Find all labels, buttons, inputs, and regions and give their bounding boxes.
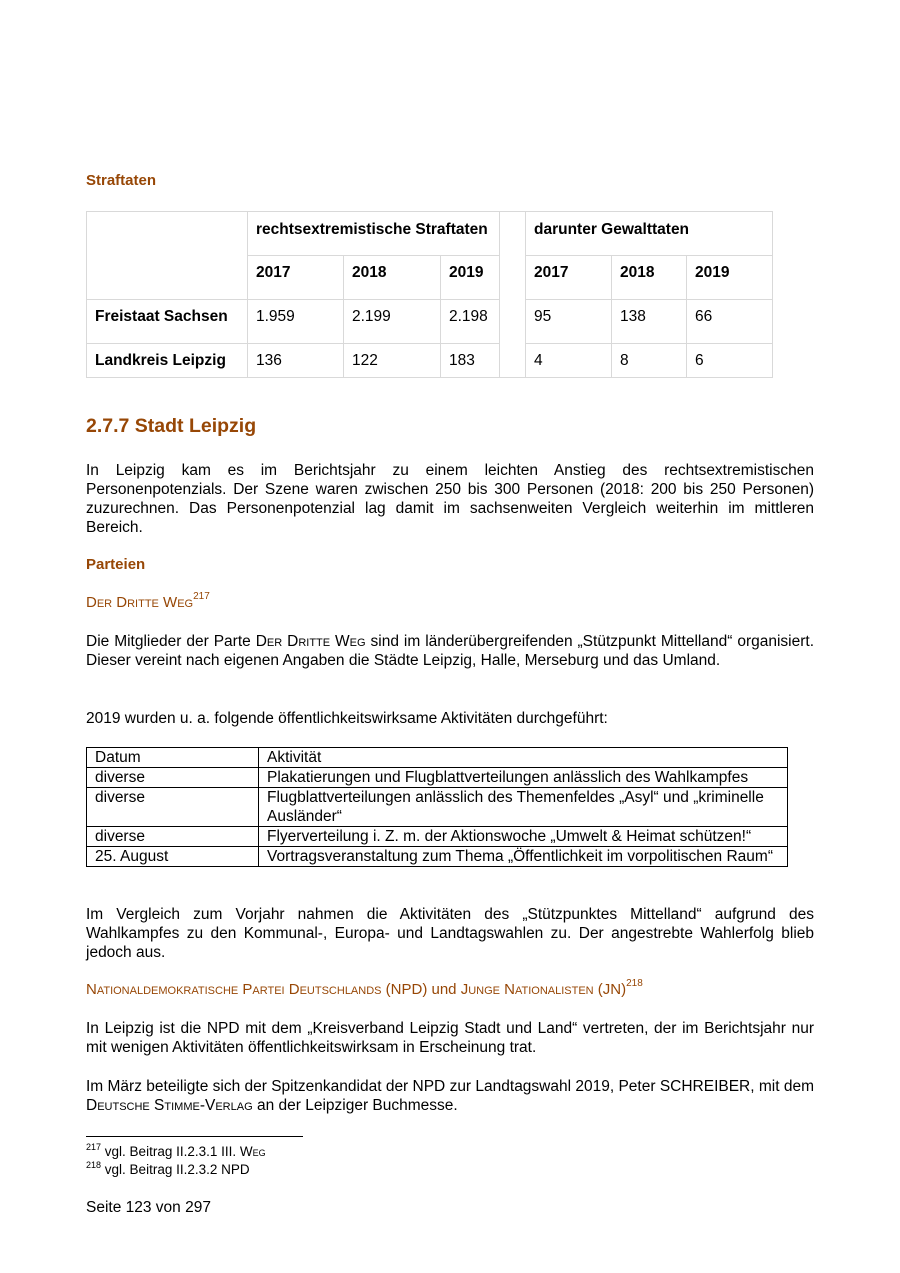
value-cell: 122 [344,344,441,378]
table-header-row [87,748,788,768]
year-cell: 2018 [344,256,441,300]
footnote-divider [86,1136,303,1137]
npd-paragraph-2: Im März beteiligte sich der Spitzenkandidat der NPD zur Landtagswahl 2019, Peter SCHREIBER, mit dem Deutsche Stimme-Verlag an der Leipziger Buchmesse. [86,1078,814,1114]
header-datum: Datum [87,748,259,768]
value-cell: 2.199 [344,300,441,344]
dritte-weg-paragraph-2: 2019 wurden u. a. folgende öffentlichkeitswirksame Aktivitäten durchgeführt: [86,710,608,727]
npd-heading: Nationaldemokratische Partei Deutschlands (NPD) und Junge Nationalisten (JN)$^{218}$ [86,978,643,998]
date-cell: 25. August [87,847,259,867]
activity-cell: Flyerverteilung i. Z. m. der Aktionswoche „Umwelt & Heimat schützen!“ [259,827,788,847]
footnote-ref: 217 [193,591,210,602]
date-cell: diverse [87,788,259,827]
crimes-table [86,211,773,378]
table-row [87,827,788,847]
activity-cell: Plakatierungen und Flugblattverteilungen anlässlich des Wahlkampfes [259,768,788,788]
year-cell: 2018 [612,256,687,300]
activities-table [86,747,788,867]
value-cell: 1.959 [248,300,344,344]
activity-cell: Vortragsveranstaltung zum Thema „Öffentlichkeit im vorpolitischen Raum“ [259,847,788,867]
year-cell: 2017 [248,256,344,300]
value-cell: 2.198 [441,300,500,344]
value-cell: 95 [526,300,612,344]
parties-heading: Parteien [86,556,146,573]
value-cell: 8 [612,344,687,378]
footnote-217: $^{217}$ vgl. Beitrag II.2.3.1 III. Weg [86,1142,266,1159]
activity-cell: Flugblattverteilungen anlässlich des Themenfeldes „Asyl“ und „kriminelle Ausländer“ [259,788,788,827]
dritte-weg-heading: Der Dritte Weg$^{217}$ [86,591,210,611]
footnote-ref: 218 [626,978,643,989]
year-cell: 2017 [526,256,612,300]
date-cell: diverse [87,768,259,788]
row-label: Landkreis Leipzig [87,344,248,378]
dritte-weg-paragraph-1: Die Mitglieder der Parte Der Dritte Weg sind im länderübergreifenden „Stützpunkt Mittelland“ organisiert. Dieser vereint nach eigenen Angaben die Städte Leipzig, Halle, Merseburg und das Umland. [86,633,814,669]
value-cell: 138 [612,300,687,344]
section-title: 2.7.7 Stadt Leipzig [86,415,257,437]
value-cell: 183 [441,344,500,378]
page-number: Seite 123 von 297 [86,1199,211,1216]
header-aktivitaet: Aktivität [259,748,788,768]
value-cell: 66 [687,300,773,344]
year-cell: 2019 [441,256,500,300]
table-row [87,847,788,867]
table-row [87,768,788,788]
crimes-heading: Straftaten [86,172,157,189]
intro-paragraph: In Leipzig kam es im Berichtsjahr zu einem leichten Anstieg des rechtsextremistischen Personenpotenzials. Der Szene waren zwischen 250 bis 300 Personen (2018: 200 bis 250 Personen) zuzurechnen. Das Personenpotenzial lag damit im sachsenweiten Vergleich weiterhin im mittleren Bereich. [86,462,814,536]
table-row [87,300,773,344]
value-cell: 6 [687,344,773,378]
npd-paragraph-1: In Leipzig ist die NPD mit dem „Kreisverband Leipzig Stadt und Land“ vertreten, der im Berichtsjahr nur mit wenigen Aktivitäten öffentlichkeitswirksam in Erscheinung trat. [86,1020,814,1056]
value-cell: 4 [526,344,612,378]
footnote-218: $^{218}$ vgl. Beitrag II.2.3.2 NPD [86,1160,250,1177]
row-label: Freistaat Sachsen [87,300,248,344]
table-row [87,344,773,378]
value-cell: 136 [248,344,344,378]
table-row [87,788,788,827]
date-cell: diverse [87,827,259,847]
crimes-group-rechts: rechtsextremistische Straftaten [248,212,500,256]
year-cell: 2019 [687,256,773,300]
crimes-group-gewalt: darunter Gewalttaten [526,212,773,256]
dritte-weg-paragraph-3: Im Vergleich zum Vorjahr nahmen die Aktivitäten des „Stützpunktes Mittelland“ aufgrund des Wahlkampfes zu den Kommunal-, Europa- und Landtagswahlen zu. Der angestrebte Wahlerfolg blieb jedoch aus. [86,906,814,961]
